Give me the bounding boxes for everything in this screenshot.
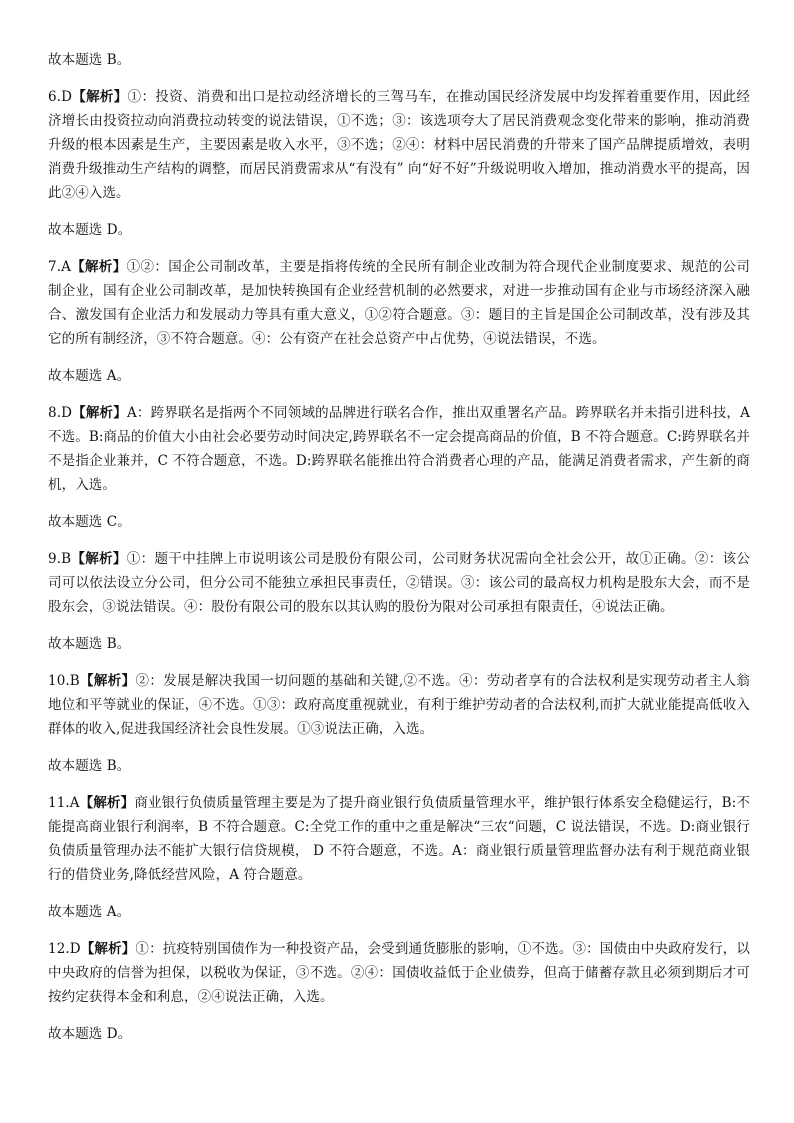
analysis-tag: 【解析】: [79, 795, 135, 811]
explanation-text: ①：投资、消费和出口是拉动经济增长的三驾马车，在推动国民经济发展中均发挥着重要作用，因此经济增长由投资拉动向消费拉动转变的说法错误，①不选；③：该选项夸大了居民消费观念变化带来的影响，推动消费升级的根本因素是生产，主要因素是收入水平，③不选；②④：材料中居民消费的升带来了国产品牌提质增效，表明消费升级推动生产结构的调整，而居民消费需求从“有没有” 向“好不好”升级说明收入增加，推动消费水平的提高，因此②④入选。: [48, 89, 751, 201]
explanation-item-10: [48, 669, 750, 741]
item-number: 8.D: [48, 405, 73, 421]
explanation-item-6: [48, 85, 750, 205]
answer-line: 故本题选 A。: [48, 368, 131, 384]
answer-line: 故本题选 B。: [48, 636, 131, 652]
analysis-tag: 【解析】: [71, 551, 127, 567]
analysis-tag: 【解析】: [79, 673, 136, 689]
explanation-text: ①：抗疫特别国债作为一种投资产品，会受到通货膨胀的影响，①不选。③：国债由中央政府发行，以中央政府的信誉为担保，以税收为保证，③不选。②④：国债收益低于企业债券，但高于储蓄存款且必须到期后才可按约定获得本金和利息，②④说法正确，入选。: [48, 941, 751, 1005]
explanation-text: ②：发展是解决我国一切问题的基础和关键,②不选。④：劳动者享有的合法权利是实现劳动者主人翁地位和平等就业的保证，④不选。①③：政府高度重视就业，有利于维护劳动者的合法权利,而扩大就业能提高低收入群体的收入,促进我国经济社会良性发展。①③说法正确，入选。: [48, 673, 750, 737]
explanation-item-8: [48, 401, 750, 497]
explanation-text: ①：题干中挂牌上市说明该公司是股份有限公司，公司财务状况需向全社会公开，故①正确。②：该公司可以依法设立分公司，但分公司不能独立承担民事责任，②错误。③：该公司的最高权力机构是股东大会，而不是股东会，③说法错误。④：股份有限公司的股东以其认购的股份为限对公司承担有限责任，④说法正确。: [48, 551, 751, 615]
answer-line: 故本题选 B。: [48, 52, 131, 68]
explanation-item-11: [48, 791, 750, 887]
analysis-tag: 【解析】: [72, 89, 128, 105]
answer-line: 故本题选 A。: [48, 904, 131, 920]
item-number: 11.A: [48, 795, 80, 811]
document-page: [48, 48, 750, 1046]
item-number: 12.D: [48, 941, 81, 957]
analysis-tag: 【解析】: [72, 405, 127, 421]
answer-line: 故本题选 B。: [48, 758, 131, 774]
item-number: 10.B: [48, 673, 80, 689]
answer-line: 故本题选 C。: [48, 514, 131, 530]
item-number: 9.B: [48, 551, 72, 567]
item-number: 6.D: [48, 89, 73, 105]
analysis-tag: 【解析】: [70, 259, 127, 275]
item-number: 7.A: [48, 259, 71, 275]
explanation-text: 商业银行负债质量管理主要是为了提升商业银行负债质量管理水平，维护银行体系安全稳健运行，B:不能提高商业银行利润率，B 不符合题意。C:全党工作的重中之重是解决“三农“问题，C 说法错误，不选。D:商业银行负债质量管理办法不能扩大银行信贷规模， D 不符合题意，不选。A：商业银行质量管理监督办法有利于规范商业银行的借贷业务,降低经营风险，A 符合题意。: [48, 795, 750, 883]
answer-line: 故本题选 D。: [48, 222, 132, 238]
explanation-item-7: [48, 255, 750, 351]
explanation-item-9: [48, 547, 750, 619]
explanation-text: ①②：国企公司制改革，主要是指将传统的全民所有制企业改制为符合现代企业制度要求、规范的公司制企业，国有企业公司制改革，是加快转换国有企业经营机制的必然要求，对进一步推动国有企业与市场经济深入融合、激发国有企业活力和发展动力等具有重大意义，①②符合题意。③：题目的主旨是国企公司制改革，没有涉及其它的所有制经济，③不符合题意。④：公有资产在社会总资产中占优势，④说法错误，不选。: [48, 259, 751, 347]
explanation-text: A：跨界联名是指两个不同领域的品牌进行联名合作，推出双重署名产品。跨界联名并未指引进科技，A 不选。B:商品的价值大小由社会必要劳动时间决定,跨界联名不一定会提高商品的价值，B 不符合题意。C:跨界联名并不是指企业兼并，C 不符合题意，不选。D:跨界联名能推出符合消费者心理的产品，能满足消费者需求，产生新的商机，入选。: [48, 405, 750, 493]
answer-line: 故本题选 D。: [48, 1026, 132, 1042]
analysis-tag: 【解析】: [80, 941, 136, 957]
explanation-item-12: [48, 937, 750, 1009]
